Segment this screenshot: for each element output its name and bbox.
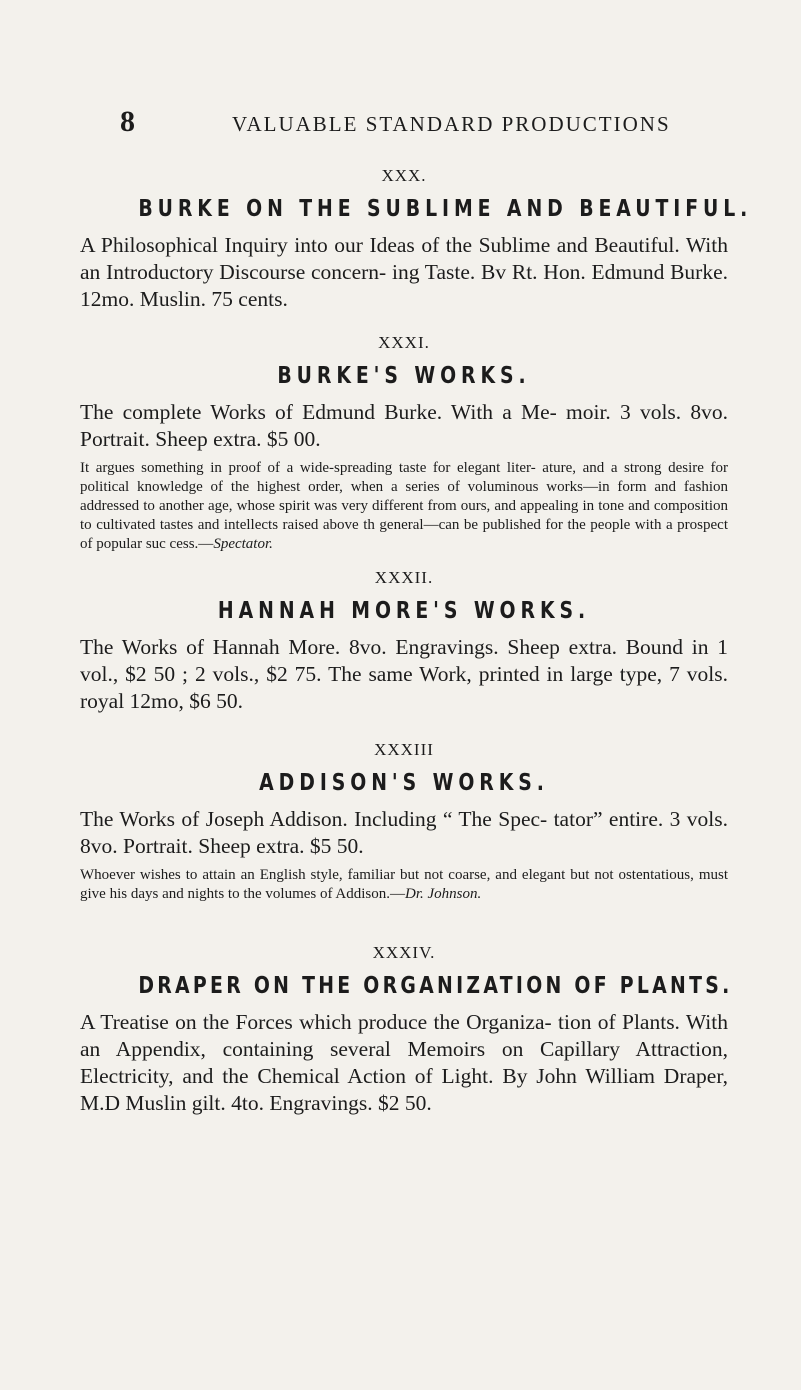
quote-source: Spectator. [213, 536, 273, 552]
entry-description: A Philosophical Inquiry into our Ideas of the Sublime and Beautiful. With an Introductory Discourse concern- ing Taste. Bv Rt. Hon. Edmund Burke. 12mo. Muslin. 75 cents. [80, 233, 728, 311]
quote-text: It argues something in proof of a wide-spreading taste for elegant liter- ature, and a strong desire for political knowledge of the highest order, when a series of voluminous works—in form and fashion addressed to another age, whose spirit was very different from ours, and appealing in tone and composition to cultivated tastes and intellects raised above th general—can be published for the people with a prospect of popular suc cess.— [80, 460, 728, 552]
entry-title: BURKE'S WORKS. [277, 363, 531, 389]
entry-description: The complete Works of Edmund Burke. With a Me- moir. 3 vols. 8vo. Portrait. Sheep extra. $5 00. [80, 400, 728, 451]
entry-description: The Works of Hannah More. 8vo. Engravings. Sheep extra. Bound in 1 vol., $2 50 ; 2 vols., $2 75. The same Work, printed in large type, 7 vols. royal 12mo, $6 50. [80, 635, 728, 713]
review-quote [80, 459, 728, 554]
review-quote [80, 866, 728, 904]
catalog-entry-addison [80, 740, 728, 904]
entry-numeral: XXXIV. [372, 943, 436, 962]
catalog-entry-burke-sublime [80, 166, 753, 319]
catalog-entry-hannah-more [80, 568, 728, 721]
entry-numeral: XXXII. [374, 568, 434, 587]
entry-title: BURKE ON THE SUBLIME AND BEAUTIFUL. [138, 196, 753, 222]
entry-title: HANNAH MORE'S WORKS. [217, 598, 591, 624]
running-head [120, 104, 740, 140]
entry-description: The Works of Joseph Addison. Including “ The Spec- tator” entire. 3 vols. 8vo. Portrait. Sheep extra. $5 50. [80, 807, 728, 858]
entry-title: DRAPER ON THE ORGANIZATION OF PLANTS. [138, 973, 733, 999]
entry-title: ADDISON'S WORKS. [259, 770, 549, 796]
entry-numeral: XXXI. [378, 333, 430, 352]
entry-numeral: XXXIII [374, 740, 434, 759]
running-head-title: VALUABLE STANDARD PRODUCTIONS [232, 112, 671, 136]
quote-source: Dr. Johnson. [404, 886, 482, 902]
entry-description: A Treatise on the Forces which produce the Organiza- tion of Plants. With an Appendix, containing several Memoirs on Capillary Attraction, Electricity, and the Chemical Action of Light. By John William Draper, M.D Muslin gilt. 4to. Engravings. $2 50. [80, 1010, 728, 1115]
catalog-entry-draper [80, 943, 733, 1123]
quote-text: Whoever wishes to attain an English style, familiar but not coarse, and elegant but not ostentatious, must give his days and nights to the volumes of Addison.— [80, 867, 728, 902]
entry-numeral: XXX. [381, 166, 427, 185]
catalog-entry-burke-works [80, 333, 728, 554]
page-number: 8 [120, 105, 135, 138]
